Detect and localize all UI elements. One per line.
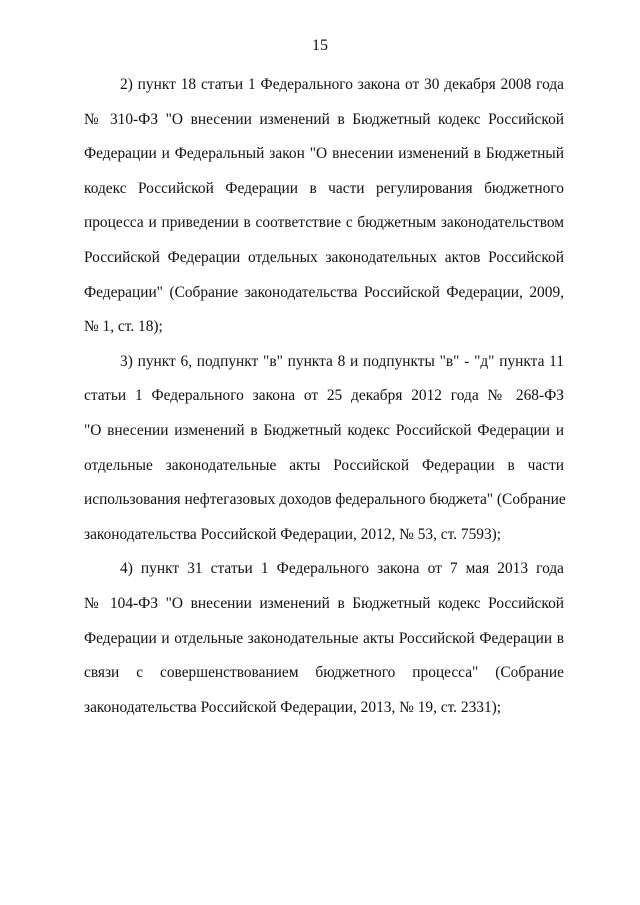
text-line: 4) пункт 31 статьи 1 Федерального закона от 7 мая 2013 года [120,560,564,578]
page-number: 15 [312,37,328,54]
text-line: 2) пункт 18 статьи 1 Федерального закона от 30 декабря 2008 года [120,76,564,93]
paragraph-item-2 [84,68,564,345]
text-line: № 104-ФЗ "О внесении изменений в Бюджетный кодекс Российской [84,594,564,612]
text-line: Федерации и Федеральный закон "О внесении изменений в Бюджетный [84,145,564,163]
text-line: законодательства Российской Федерации, 2012, № 53, ст. 7593); [84,525,502,543]
text-line: законодательства Российской Федерации, 2013, № 19, ст. 2331); [84,698,502,716]
paragraph-item-3 [84,345,564,553]
text-line: Федерации и отдельные законодательные акты Российской Федерации в [84,629,564,647]
text-line: отдельные законодательные акты Российской Федерации в части [84,456,564,474]
text-line: кодекс Российской Федерации в части регулирования бюджетного [84,179,564,197]
text-line: использования нефтегазовых доходов федерального бюджета" (Собрание [84,491,566,509]
text-line: "О внесении изменений в Бюджетный кодекс Российской Федерации и [84,421,564,439]
text-line: Федерации" (Собрание законодательства Российской Федерации, 2009, [84,283,564,301]
text-line: 3) пункт 6, подпункт "в" пункта 8 и подпункты "в" - "д" пункта 11 [120,352,564,370]
paragraph-item-4 [84,552,564,725]
text-line: процесса и приведении в соответствие с бюджетным законодательством [84,214,564,232]
text-line: № 310-ФЗ "О внесении изменений в Бюджетный кодекс Российской [84,110,564,128]
text-line: Российской Федерации отдельных законодательных актов Российской [84,248,564,266]
text-line: № 1, ст. 18); [84,318,163,336]
text-line: связи с совершенствованием бюджетного процесса" (Собрание [84,664,564,682]
document-body [84,68,564,725]
text-line: статьи 1 Федерального закона от 25 декабря 2012 года № 268-ФЗ [84,387,564,405]
